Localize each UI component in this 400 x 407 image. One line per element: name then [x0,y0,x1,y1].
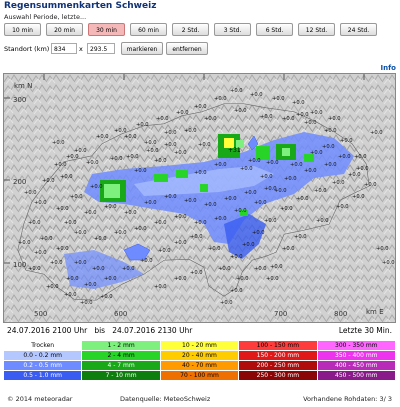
station-value-label: +0.0 [144,140,157,146]
station-value-label: +0.0 [264,218,277,224]
legend-cell: 0.5 - 1.0 mm [4,371,82,381]
station-value-label: +0.0 [266,160,279,166]
station-value-label: +0.0 [46,284,59,290]
station-value-label: +0.0 [254,266,267,272]
station-value-label: +0.0 [194,104,207,110]
station-value-label: +0.0 [154,284,167,290]
station-value-label: +0.0 [284,176,297,182]
station-value-label: +0.0 [294,234,307,240]
station-value-label: +0.0 [174,214,187,220]
station-value-label: +0.0 [174,240,187,246]
station-value-label: +0.0 [74,260,87,266]
station-value-label: +0.0 [272,96,285,102]
legend-cell: 450 - 500 mm [317,371,395,381]
period-button[interactable]: 12 Std. [298,23,335,36]
station-value-label: +0.0 [230,288,243,294]
legend-cell: 2 - 4 mm [82,351,160,361]
station-value-label: +0.0 [370,130,383,136]
station-value-label: +0.0 [60,174,73,180]
legend-cell: Trocken [4,341,82,351]
axis-north-label: km N [14,82,33,90]
station-value-label: +0.0 [280,206,293,212]
station-value-label: +0.0 [136,122,149,128]
markieren-button[interactable]: markieren [121,42,163,55]
station-value-label: +0.0 [140,258,153,264]
data-source: Datenquelle: MeteoSchweiz [120,395,211,403]
station-value-label: +0.0 [86,160,99,166]
station-value-label: +0.0 [164,142,177,148]
available-label: Vorhandene Rohdaten: [303,395,378,403]
station-value-label: +0.0 [124,210,137,216]
station-value-label: +0.0 [282,246,295,252]
station-value-label: +0.0 [146,148,159,154]
station-value-label: +0.0 [264,186,277,192]
station-value-label: +0.0 [176,110,189,116]
rain-legend [3,340,396,381]
end-unit: Uhr [179,326,193,335]
station-value-label: +0.0 [66,154,79,160]
station-value-label: +0.0 [260,114,273,120]
last-value: 30 [364,326,374,335]
standort-y-input[interactable]: 293.5 [87,43,115,54]
rain-map[interactable] [3,73,396,323]
y-tick-label: 300 [13,96,27,104]
legend-cell: 350 - 400 mm [317,351,395,361]
station-value-label: +0.0 [214,216,227,222]
legend-cell: 250 - 300 mm [239,371,317,381]
legend-cell: 4 - 7 mm [82,361,160,371]
station-value-label: +0.0 [134,226,147,232]
station-value-label: +0.0 [240,166,253,172]
station-value-label: +0.0 [94,236,107,242]
station-value-label: +0.0 [158,248,171,254]
station-value-label: +0.0 [70,194,83,200]
station-value-label: +0.0 [248,158,261,164]
station-value-label: +0.0 [64,292,77,298]
station-value-label: +0.0 [164,194,177,200]
station-value-label: +0.0 [310,110,323,116]
station-value-label: +0.0 [234,208,247,214]
end-date: 24.07.2016 [112,326,156,335]
station-value-label: +0.0 [104,204,117,210]
station-value-label: +0.0 [314,188,327,194]
period-button[interactable]: 60 min [130,23,167,36]
legend-cell: 200 - 250 mm [239,361,317,371]
station-value-label: +0.0 [24,190,37,196]
station-value-label: +0.0 [292,100,305,106]
station-value-label: +0.0 [184,198,197,204]
station-value-label: +0.0 [194,170,207,176]
station-value-label: +0.0 [18,240,31,246]
station-value-label: +0.0 [122,266,135,272]
station-value-label: +0.0 [28,220,41,226]
station-value-label: +0.0 [348,172,361,178]
legend-cell: 40 - 70 mm [160,361,238,371]
period-button[interactable]: 6 Std. [256,23,293,36]
station-value-label: +0.0 [174,150,187,156]
station-value-label: +0.0 [198,142,211,148]
station-value-label: +0.0 [126,154,139,160]
station-value-label: +0.0 [316,218,329,224]
x-tick-label: 500 [34,310,48,318]
footer [3,381,396,401]
station-value-label: +0.0 [164,130,177,136]
station-value-label: +0.0 [80,300,93,306]
legend-cell: 70 - 100 mm [160,371,238,381]
axis-east-label: km E [366,308,384,316]
station-value-label: +0.0 [364,182,377,188]
station-value-label: +0.0 [114,230,127,236]
station-value-label: +0.0 [28,266,41,272]
station-value-label: +0.0 [40,236,53,242]
station-value-label: +0.0 [56,206,69,212]
station-value-label: +0.0 [204,116,217,122]
station-value-label: +0.0 [84,282,97,288]
standort-separator: x [79,45,83,53]
legend-cell: 100 - 150 mm [239,341,317,351]
station-value-label: +0.0 [252,230,265,236]
station-value-label: +0.0 [208,246,221,252]
station-value-label: +0.0 [84,210,97,216]
station-value-label: +0.0 [144,200,157,206]
station-value-label: +0.0 [96,134,109,140]
station-value-label: +0.0 [338,154,351,160]
period-button[interactable]: 2 Std. [172,23,209,36]
station-value-label: +0.0 [382,260,395,266]
station-value-label: +0.0 [52,140,65,146]
start-time: 2100 [52,326,72,335]
station-value-label: +0.0 [194,220,207,226]
station-value-label: +0.0 [204,202,217,208]
station-value-label: +0.0 [64,220,77,226]
station-value-label: +0.0 [134,168,147,174]
legend-cell: 0.2 - 0.5 mm [4,361,82,371]
station-value-label: +0.0 [260,174,273,180]
station-value-label: +0.0 [266,276,279,282]
station-value-label: +0.0 [236,276,249,282]
standort-x-input[interactable]: 834 [51,43,77,54]
station-value-label: +0.0 [124,134,137,140]
station-value-label: +0.0 [322,144,335,150]
start-unit: Uhr [73,326,88,335]
legend-cell: 7 - 10 mm [82,371,160,381]
station-value-label: +0.0 [234,108,247,114]
station-value-label: +0.0 [54,162,67,168]
station-value-label: +0.0 [304,168,317,174]
station-value-label: +0.0 [34,200,47,206]
station-value-label: +0.0 [296,196,309,202]
station-value-label: +0.0 [156,116,169,122]
copyright: © 2014 [7,395,33,403]
period-button[interactable]: 3 Std. [214,23,251,36]
station-value-label: +0.0 [250,92,263,98]
entfernen-button[interactable]: entfernen [166,42,208,55]
station-value-label: +0.0 [230,254,243,260]
station-value-label: +0.0 [154,158,167,164]
station-value-label: +0.0 [90,184,103,190]
station-value-label: +0.0 [340,138,353,144]
legend-cell: 300 - 350 mm [317,341,395,351]
last-label: Letzte [338,326,362,335]
station-value-label: +0.0 [190,234,203,240]
station-value-label: +0.0 [274,188,287,194]
station-value-label: +0.0 [310,150,323,156]
station-value-label: +0.0 [184,128,197,134]
start-date: 24.07.2016 [7,326,50,335]
station-value-label: +0.0 [290,162,303,168]
y-tick-label: 100 [13,261,27,269]
y-tick-label: 200 [13,178,27,186]
station-value-label: +0.0 [352,194,365,200]
station-value-label: +0.0 [282,116,295,122]
station-value-label: +0.0 [50,260,63,266]
station-value-label: +0.0 [218,266,231,272]
station-value-label: +0.0 [154,220,167,226]
station-value-label: +0.0 [332,180,345,186]
period-button[interactable]: 10 min [4,23,41,36]
station-value-label: +0.0 [66,276,79,282]
standort-label: Standort (km) [4,45,50,53]
station-value-label: +0.0 [220,300,233,306]
station-value-label: +0.0 [100,294,113,300]
station-value-label: +0.0 [254,200,267,206]
station-value-label: +0.0 [214,162,227,168]
station-value-label: +0.0 [376,246,389,252]
available-value: 3/ [379,395,386,403]
station-value-label: +0.0 [104,276,117,282]
period-label: Auswahl Periode, letzte... [4,13,87,21]
station-value-label: +0.0 [74,148,87,154]
legend-cell: 400 - 450 mm [317,361,395,371]
map-canvas [4,74,395,322]
station-value-label: +0.0 [354,154,367,160]
time-range-bar [3,326,396,338]
available-total: 3 [387,395,392,403]
legend-cell: 20 - 40 mm [160,351,238,361]
station-value-label: +0.0 [324,128,337,134]
station-value-label: +0.0 [110,156,123,162]
x-tick-label: 600 [114,310,128,318]
station-value-label: +0.0 [34,250,47,256]
station-value-label: +0.0 [56,246,69,252]
legend-cell: 1 - 2 mm [82,341,160,351]
station-value-label: +0.0 [304,120,317,126]
station-value-label: +0.0 [190,270,203,276]
period-button[interactable]: 20 min [46,23,83,36]
station-value-label: +0.0 [42,178,55,184]
station-value-label: +0.0 [328,116,341,122]
station-value-label: +31 [228,147,241,154]
station-value-label: +0.0 [336,204,349,210]
legend-cell: 0.0 - 0.2 mm [4,351,82,361]
legend-cell: 10 - 20 mm [160,341,238,351]
x-tick-label: 700 [274,310,288,318]
station-value-label: +0.0 [356,166,369,172]
period-button[interactable]: 30 min [88,23,125,36]
station-value-label: +0.0 [270,264,283,270]
station-value-label: +0.0 [230,88,243,94]
info-link[interactable]: Info [380,64,396,72]
x-tick-label: 800 [334,310,348,318]
station-value-label: +0.0 [214,96,227,102]
last-unit: Min. [376,326,392,335]
station-value-label: +0.0 [296,112,309,118]
station-value-label: +0.0 [224,196,237,202]
end-time: 2130 [157,326,177,335]
legend-cell: 150 - 200 mm [239,351,317,361]
station-value-label: +0.0 [242,242,255,248]
station-value-label: +0.0 [74,230,87,236]
station-value-label: +0.0 [174,276,187,282]
station-value-label: +0.0 [324,162,337,168]
station-value-label: +0.0 [244,190,257,196]
period-button[interactable]: 24 Std. [340,23,377,36]
brand-name: meteoradar [34,395,73,403]
range-separator: bis [94,326,106,335]
station-value-label: +0.0 [114,128,127,134]
page-title: Regensummenkarten Schweiz [4,1,157,11]
station-value-label: +0.0 [92,266,105,272]
